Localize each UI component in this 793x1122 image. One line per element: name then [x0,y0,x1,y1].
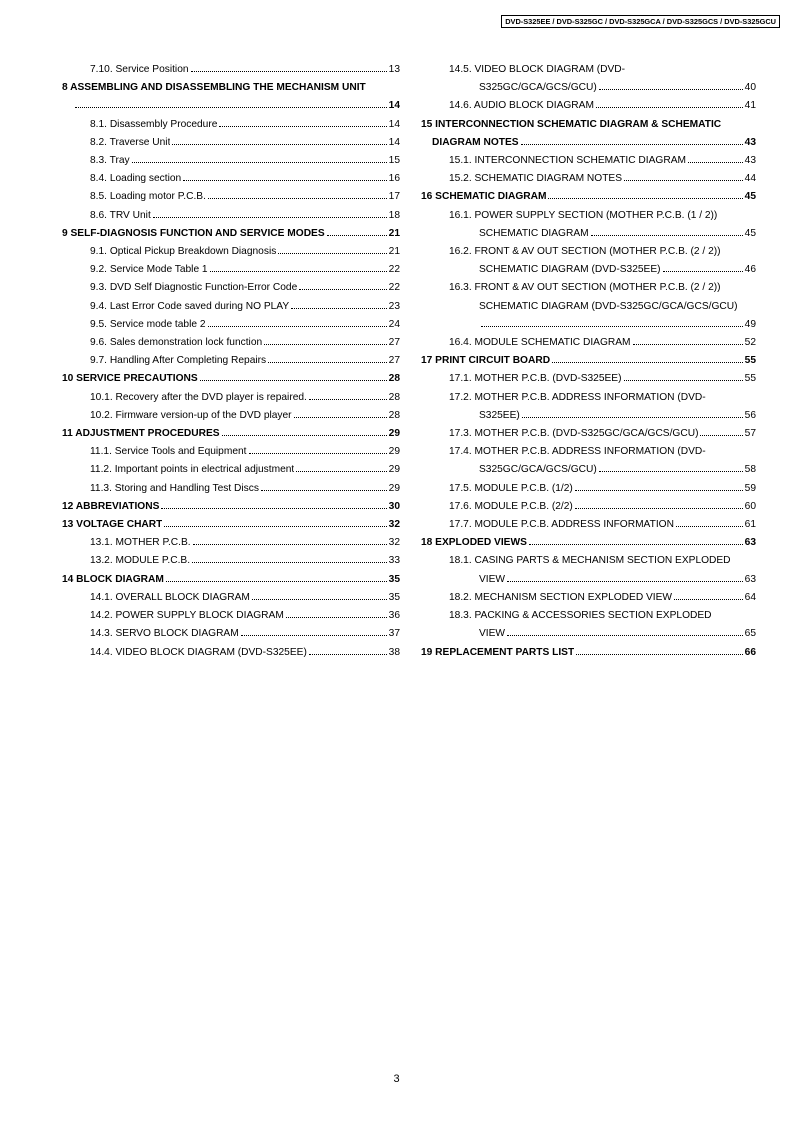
toc-page-number: 14 [388,118,400,130]
toc-section-entry[interactable] [62,425,400,443]
toc-entry-title: 7.10. Service Position [90,64,189,75]
toc-entry-title: 14.4. VIDEO BLOCK DIAGRAM (DVD-S325EE) [90,646,307,658]
toc-page-number: 45 [744,227,756,239]
toc-entry-title: 18 EXPLODED VIEWS [421,537,527,549]
dot-leader [596,99,743,108]
dot-leader [161,500,386,509]
toc-page-number: 33 [388,555,400,567]
dot-leader [208,318,387,327]
dot-leader [268,354,387,363]
dot-leader [522,409,743,418]
toc-entry-title: 16 SCHEMATIC DIAGRAM [421,191,547,203]
dot-leader [261,482,387,491]
toc-subsection-entry[interactable] [62,480,400,498]
toc-entry-title: 17 PRINT CIRCUIT BOARD [421,355,551,367]
toc-page-number: 55 [744,355,756,367]
dot-leader [296,463,386,472]
toc-page-number: 56 [744,409,756,421]
dot-leader [153,209,387,218]
toc-page-number: 30 [388,500,400,512]
toc-page-number: 27 [388,355,400,367]
dot-leader [700,427,742,436]
toc-section-entry[interactable] [62,225,400,243]
dot-leader [624,172,743,181]
toc-entry-title: SCHEMATIC DIAGRAM (DVD-S325EE) [479,264,661,276]
dot-leader [222,427,387,436]
toc-subsection-entry[interactable] [62,261,400,279]
toc-page-number: 22 [388,282,400,294]
toc-entry-title: 14.2. POWER SUPPLY BLOCK DIAGRAM [90,610,284,622]
toc-page-number: 43 [744,155,756,167]
toc-subsection-entry[interactable] [421,279,756,334]
toc-subsection-entry[interactable] [421,480,756,498]
toc-page-number: 18 [388,209,400,221]
toc-entry-title: 8.6. TRV Unit [90,209,151,221]
toc-entry-title: 10 SERVICE PRECAUTIONS [62,373,198,385]
toc-subsection-entry[interactable] [421,498,756,516]
toc-page-number: 14 [388,136,400,148]
toc-subsection-entry[interactable] [421,97,756,115]
toc-subsection-entry[interactable] [421,152,756,170]
toc-subsection-entry[interactable] [62,243,400,261]
toc-page-number: 32 [388,519,400,531]
toc-subsection-entry[interactable] [421,516,756,534]
toc-entry-title: 14 BLOCK DIAGRAM [62,573,164,585]
toc-entry-title: 18.3. PACKING & ACCESSORIES SECTION EXPLODED [449,610,712,622]
toc-entry-title: 8.3. Tray [90,155,130,167]
toc-entry-title: 16.3. FRONT & AV OUT SECTION (MOTHER P.C.B. (2 / 2)) [449,282,721,294]
toc-section-entry[interactable] [62,370,400,388]
toc-entry-title: SCHEMATIC DIAGRAM [479,227,589,239]
toc-page-number: 23 [388,300,400,312]
dot-leader [166,573,387,582]
toc-page-number: 24 [388,318,400,330]
toc-subsection-entry[interactable] [62,589,400,607]
toc-subsection-entry[interactable] [421,607,756,643]
dot-leader [183,172,386,181]
toc-subsection-entry[interactable] [62,625,400,643]
dot-leader [633,336,743,345]
toc-page-number: 59 [744,482,756,494]
toc-subsection-entry[interactable] [421,370,756,388]
toc-page-number: 49 [744,318,756,330]
dot-leader [210,263,387,272]
toc-entry-title: 8.2. Traverse Unit [90,136,171,148]
toc-entry-title: 9.3. DVD Self Diagnostic Function-Error Code [90,282,298,294]
toc-subsection-entry[interactable] [62,298,400,316]
toc-page-number: 46 [744,264,756,276]
toc-entry-title: 9.1. Optical Pickup Breakdown Diagnosis [90,246,277,258]
toc-subsection-entry[interactable] [62,534,400,552]
toc-subsection-entry[interactable] [62,334,400,352]
toc-subsection-entry[interactable] [62,644,400,662]
toc-entry-title: 11.2. Important points in electrical adjustment [90,464,295,476]
toc-entry-title: 17.5. MODULE P.C.B. (1/2) [449,482,573,494]
dot-leader [481,318,743,327]
toc-entry-title: 17.1. MOTHER P.C.B. (DVD-S325EE) [449,373,622,385]
toc-page-number: 63 [744,573,756,585]
toc-subsection-entry[interactable] [421,425,756,443]
toc-subsection-entry[interactable] [62,607,400,625]
toc-column-right [421,61,756,662]
toc-entry-title: 17.7. MODULE P.C.B. ADDRESS INFORMATION [449,519,674,531]
toc-page-number: 44 [744,173,756,185]
dot-leader [294,409,387,418]
toc-subsection-entry[interactable] [62,134,400,152]
toc-page-number: 21 [388,227,400,239]
dot-leader [591,227,743,236]
dot-leader [507,627,743,636]
toc-page-number: 16 [388,173,400,185]
toc-entry-title: 11.3. Storing and Handling Test Discs [90,482,259,494]
dot-leader [674,591,743,600]
dot-leader [291,300,387,309]
toc-page-number: 32 [388,537,400,549]
toc-page-number: 37 [388,628,400,640]
toc-entry-title: 9 SELF-DIAGNOSIS FUNCTION AND SERVICE MODES [62,227,325,239]
toc-page-number: 35 [388,573,400,585]
toc-section-entry[interactable] [62,498,400,516]
toc-subsection-entry[interactable] [62,352,400,370]
dot-leader [191,63,387,72]
toc-page-number: 40 [744,82,756,94]
toc-entry-title: 11 ADJUSTMENT PROCEDURES [62,428,220,440]
dot-leader [132,154,387,163]
toc-page-number: 14 [388,100,400,112]
toc-subsection-entry[interactable] [62,443,400,461]
toc-entry-title: 8.5. Loading motor P.C.B. [90,191,206,203]
toc-entry-title: 14.6. AUDIO BLOCK DIAGRAM [449,100,594,112]
toc-entry-title: 17.3. MOTHER P.C.B. (DVD-S325GC/GCA/GCS/GCU) [449,428,699,440]
toc-subsection-entry[interactable] [62,152,400,170]
dot-leader [200,372,387,381]
toc-entry-title: 16.4. MODULE SCHEMATIC DIAGRAM [449,337,631,349]
dot-leader [576,646,742,655]
toc-entry-title: 9.4. Last Error Code saved during NO PLAY [90,300,290,312]
toc-entry-title: S325GC/GCA/GCS/GCU) [479,82,597,94]
toc-page-number: 29 [388,464,400,476]
toc-page-number: 45 [744,191,756,203]
toc-subsection-entry[interactable] [62,461,400,479]
dot-leader [172,136,386,145]
toc-subsection-entry[interactable] [421,61,756,97]
dot-leader [192,554,387,563]
dot-leader [521,136,743,145]
toc-subsection-entry[interactable] [62,61,400,79]
dot-leader [219,118,386,127]
toc-entry-title: 13.1. MOTHER P.C.B. [90,537,191,549]
toc-entry-title: 15.2. SCHEMATIC DIAGRAM NOTES [449,173,623,185]
toc-page-number: 64 [744,591,756,603]
toc-page-number: 63 [744,537,756,549]
toc-page-number: 29 [388,428,400,440]
toc-subsection-entry[interactable] [62,407,400,425]
toc-entry-title: 16.1. POWER SUPPLY SECTION (MOTHER P.C.B. (1 / 2)) [449,209,718,221]
toc-subsection-entry[interactable] [421,389,756,425]
toc-entry-title: 15.1. INTERCONNECTION SCHEMATIC DIAGRAM [449,155,686,167]
toc-section-entry[interactable] [62,516,400,534]
toc-page-number: 28 [388,409,400,421]
toc-subsection-entry[interactable] [62,279,400,297]
toc-section-entry[interactable] [62,571,400,589]
dot-leader [264,336,387,345]
toc-entry-title: 19 REPLACEMENT PARTS LIST [421,646,575,658]
toc-entry-title: 14.5. VIDEO BLOCK DIAGRAM (DVD- [449,64,626,75]
toc-section-entry[interactable] [421,116,756,152]
toc-page-number: 61 [744,519,756,531]
dot-leader [548,190,742,199]
toc-entry-title: 11.1. Service Tools and Equipment [90,446,247,458]
toc-page-number: 17 [388,191,400,203]
toc-subsection-entry[interactable] [421,334,756,352]
toc-page-number: 52 [744,337,756,349]
toc-entry-title: 9.6. Sales demonstration lock function [90,337,263,349]
toc-subsection-entry[interactable] [421,552,756,588]
toc-entry-title: 10.1. Recovery after the DVD player is repaired. [90,391,307,403]
toc-page-number: 36 [388,610,400,622]
dot-leader [507,573,743,582]
toc-entry-title: 14.1. OVERALL BLOCK DIAGRAM [90,591,250,603]
toc-entry-title: 8.4. Loading section [90,173,182,185]
toc-entry-title: VIEW [479,573,506,585]
dot-leader [327,227,387,236]
toc-entry-title: 13 VOLTAGE CHART [62,519,163,531]
toc-page-number: 38 [388,646,400,658]
dot-leader [164,518,386,527]
dot-leader [599,81,743,90]
toc-page-number: 41 [744,100,756,112]
toc-page-number: 13 [388,64,400,75]
dot-leader [286,609,387,618]
toc-entry-title: 16.2. FRONT & AV OUT SECTION (MOTHER P.C.B. (2 / 2)) [449,246,721,258]
dot-leader [552,354,743,363]
toc-section-entry[interactable] [62,79,400,115]
dot-leader [599,463,743,472]
dot-leader [309,391,387,400]
toc-page-number: 21 [388,246,400,258]
dot-leader [575,500,743,509]
toc-subsection-entry[interactable] [62,389,400,407]
dot-leader [676,518,743,527]
dot-leader [663,263,743,272]
toc-page-number: 55 [744,373,756,385]
toc-section-entry[interactable] [421,188,756,206]
dot-leader [529,536,743,545]
toc-page-number: 60 [744,500,756,512]
toc-subsection-entry[interactable] [421,207,756,243]
toc-entry-title: 9.2. Service Mode Table 1 [90,264,208,276]
toc-entry-title: 14.3. SERVO BLOCK DIAGRAM [90,628,239,640]
toc-section-entry[interactable] [421,352,756,370]
toc-subsection-entry[interactable] [62,207,400,225]
dot-leader [241,627,387,636]
dot-leader [624,372,743,381]
toc-page-number: 28 [388,391,400,403]
toc-entry-title: 8.1. Disassembly Procedure [90,118,218,130]
toc-column-left [62,61,400,662]
toc-page-number: 15 [388,155,400,167]
toc-page-number: 65 [744,628,756,640]
toc-subsection-entry[interactable] [62,188,400,206]
page-number: 3 [393,1073,400,1085]
toc-entry-title: 13.2. MODULE P.C.B. [90,555,191,567]
dot-leader [575,482,743,491]
toc-entry-title: VIEW [479,628,506,640]
dot-leader [193,536,387,545]
toc-entry-title: 8 ASSEMBLING AND DISASSEMBLING THE MECHANISM UNIT [62,82,366,94]
toc-entry-title: DIAGRAM NOTES [432,136,519,148]
toc-section-entry[interactable] [421,644,756,662]
toc-entry-title: 17.6. MODULE P.C.B. (2/2) [449,500,573,512]
toc-page-number: 43 [744,136,756,148]
toc-page-number: 66 [744,646,756,658]
toc-entry-title: 9.5. Service mode table 2 [90,318,206,330]
toc-subsection-entry[interactable] [62,316,400,334]
dot-leader [75,99,387,108]
toc-page-number: 29 [388,446,400,458]
dot-leader [252,591,387,600]
toc-subsection-entry[interactable] [62,116,400,134]
toc-entry-title: 18.2. MECHANISM SECTION EXPLODED VIEW [449,591,673,603]
toc-entry-title: 18.1. CASING PARTS & MECHANISM SECTION EXPLODED [449,555,731,567]
toc-subsection-entry[interactable] [62,552,400,570]
toc-entry-title: 12 ABBREVIATIONS [62,500,160,512]
dot-leader [249,445,387,454]
toc-entry-title: 15 INTERCONNECTION SCHEMATIC DIAGRAM & SCHEMATIC [421,118,722,130]
dot-leader [208,190,387,199]
toc-subsection-entry[interactable] [421,589,756,607]
toc-entry-title: 10.2. Firmware version-up of the DVD player [90,409,292,421]
toc-page-number: 29 [388,482,400,494]
toc-subsection-entry[interactable] [421,243,756,279]
toc-entry-title: SCHEMATIC DIAGRAM (DVD-S325GC/GCA/GCS/GCU) [479,300,738,312]
toc-page-number: 57 [744,428,756,440]
toc-page-number: 27 [388,337,400,349]
toc-entry-title: 17.4. MOTHER P.C.B. ADDRESS INFORMATION (DVD- [449,446,706,458]
dot-leader [278,245,386,254]
toc-page-number: 35 [388,591,400,603]
toc-entry-title: 9.7. Handling After Completing Repairs [90,355,267,367]
toc-page-number: 28 [388,373,400,385]
toc-entry-title: S325GC/GCA/GCS/GCU) [479,464,597,476]
toc-entry-title: 17.2. MOTHER P.C.B. ADDRESS INFORMATION (DVD- [449,391,706,403]
toc-subsection-entry[interactable] [421,443,756,479]
toc-page-number: 22 [388,264,400,276]
toc-section-entry[interactable] [421,534,756,552]
toc-subsection-entry[interactable] [62,170,400,188]
model-header: DVD-S325EE / DVD-S325GC / DVD-S325GCA / DVD-S325GCS / DVD-S325GCU [501,15,780,28]
dot-leader [299,281,386,290]
toc-entry-title: S325EE) [479,409,520,421]
dot-leader [688,154,743,163]
toc-page-number: 58 [744,464,756,476]
dot-leader [309,646,387,655]
toc-subsection-entry[interactable] [421,170,756,188]
